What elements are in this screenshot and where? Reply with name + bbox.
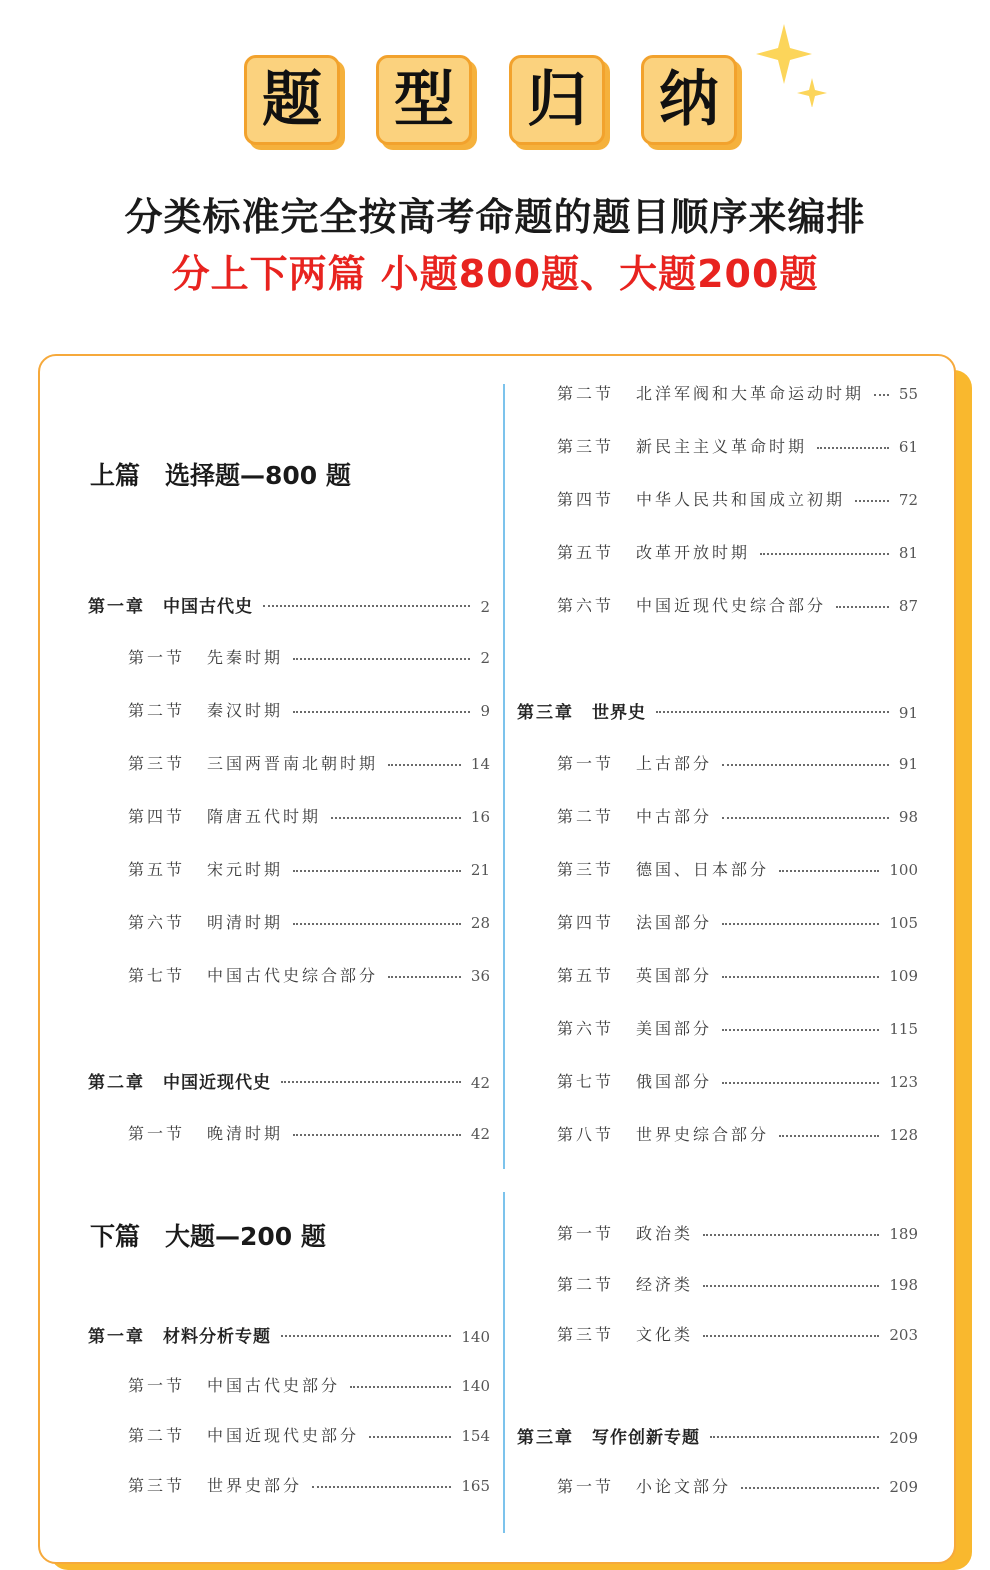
toc-entry-title: 三国两晋南北朝时期: [207, 754, 379, 773]
toc-entry-number: 第六节: [128, 913, 186, 932]
toc-leader-dots: [293, 711, 470, 713]
toc-entry-title: 中华人民共和国成立初期: [636, 490, 846, 509]
toc-leader-dots: [281, 1335, 451, 1337]
toc-entry-number: 第三节: [557, 860, 615, 879]
toc-leader-dots: [293, 1134, 461, 1136]
toc-section-row: [557, 751, 918, 775]
toc-entry-number: 第五节: [128, 860, 186, 879]
toc-entry-title: 秦汉时期: [207, 701, 284, 720]
toc-entry-page: 165: [461, 1477, 490, 1495]
toc-entry-page: 109: [889, 967, 918, 985]
title-tile-4: 纳: [641, 55, 737, 145]
toc-entry-title: 材料分析专题: [163, 1327, 271, 1347]
toc-section-row: [557, 487, 918, 511]
subtitle-ordering: 分类标准完全按高考命题的题目顺序来编排: [124, 195, 866, 239]
title-tile-2: 型: [376, 55, 472, 145]
toc-entry-title: 世界史: [592, 703, 646, 723]
toc-entry-title: 明清时期: [207, 913, 284, 932]
toc-entry-number: 第六节: [557, 596, 615, 615]
toc-entry-number: 第七节: [128, 966, 186, 985]
toc-leader-dots: [331, 817, 461, 819]
toc-entry-title: 英国部分: [636, 966, 713, 985]
sparkle-icon: [752, 22, 832, 107]
toc-leader-dots: [388, 764, 461, 766]
toc-entry-number: 第四节: [557, 913, 615, 932]
toc-entry-title: 中古部分: [636, 807, 713, 826]
toc-entry-number: 第八节: [557, 1125, 615, 1144]
toc-entry-number: 第六节: [557, 1019, 615, 1038]
toc-entry-number: 第一章: [88, 597, 145, 617]
toc-entry-title: 宋元时期: [207, 860, 284, 879]
toc-section-row: [557, 1122, 918, 1146]
toc-entry-number: 第二节: [557, 1275, 615, 1294]
toc-leader-dots: [741, 1487, 879, 1489]
toc-entry-number: 第一节: [557, 1224, 615, 1243]
toc-section-row: [557, 804, 918, 828]
toc-leader-dots: [874, 394, 889, 396]
toc-entry-page: 115: [889, 1020, 918, 1038]
toc-section-row: [557, 1016, 918, 1040]
toc-entry-number: 第三节: [128, 1476, 186, 1495]
toc-entry-title: 写作创新专题: [592, 1428, 700, 1448]
toc-chapter-row: [88, 592, 490, 616]
toc-section-row: [557, 1221, 918, 1245]
toc-section-row: [128, 1473, 490, 1497]
toc-section-row: [128, 1423, 490, 1447]
toc-entry-page: 189: [889, 1225, 918, 1243]
toc-leader-dots: [281, 1081, 461, 1083]
toc-entry-number: 第一节: [128, 1376, 186, 1395]
toc-section-row: [557, 381, 918, 405]
toc-section-row: [557, 593, 918, 617]
toc-entry-page: 140: [461, 1377, 490, 1395]
toc-leader-dots: [722, 1029, 879, 1031]
toc-entry-title: 世界史综合部分: [636, 1125, 770, 1144]
toc-entry-page: 2: [480, 649, 490, 667]
toc-leader-dots: [369, 1436, 451, 1438]
toc-entry-page: 209: [889, 1478, 918, 1496]
toc-leader-dots: [703, 1335, 879, 1337]
toc-entry-title: 晚清时期: [207, 1124, 284, 1143]
column-divider-top: [503, 384, 505, 1169]
toc-entry-title: 德国、日本部分: [636, 860, 770, 879]
title-tile-3: 归: [509, 55, 605, 145]
toc-entry-title: 中国近现代史: [163, 1073, 271, 1093]
toc-leader-dots: [293, 870, 461, 872]
part2-title: 下篇 大题—200 题: [90, 1222, 326, 1251]
toc-entry-number: 第一节: [128, 1124, 186, 1143]
title-tile-1: 题: [244, 55, 340, 145]
toc-entry-page: 42: [470, 1125, 490, 1143]
toc-entry-page: 2: [480, 598, 490, 616]
toc-leader-dots: [722, 923, 879, 925]
toc-section-row: [557, 1474, 918, 1498]
toc-entry-number: 第二节: [128, 701, 186, 720]
toc-section-row: [557, 540, 918, 564]
toc-section-row: [128, 1121, 490, 1145]
toc-entry-page: 72: [898, 491, 918, 509]
toc-entry-number: 第三章: [517, 703, 574, 723]
toc-entry-title: 中国古代史: [163, 597, 253, 617]
toc-leader-dots: [293, 923, 461, 925]
toc-entry-title: 俄国部分: [636, 1072, 713, 1091]
toc-entry-page: 91: [898, 755, 918, 773]
toc-leader-dots: [722, 817, 889, 819]
toc-leader-dots: [779, 870, 879, 872]
toc-entry-number: 第二章: [88, 1073, 145, 1093]
toc-entry-number: 第三章: [517, 1428, 574, 1448]
toc-entry-title: 中国近现代史综合部分: [636, 596, 827, 615]
toc-section-row: [128, 857, 490, 881]
toc-entry-title: 政治类: [636, 1224, 694, 1243]
toc-section-row: [557, 1069, 918, 1093]
toc-entry-page: 28: [470, 914, 490, 932]
toc-entry-page: 16: [470, 808, 490, 826]
toc-leader-dots: [855, 500, 889, 502]
toc-entry-page: 21: [470, 861, 490, 879]
toc-entry-page: 98: [898, 808, 918, 826]
toc-section-row: [128, 645, 490, 669]
toc-leader-dots: [703, 1234, 879, 1236]
toc-entry-number: 第五节: [557, 543, 615, 562]
toc-entry-title: 经济类: [636, 1275, 694, 1294]
toc-entry-title: 法国部分: [636, 913, 713, 932]
toc-leader-dots: [703, 1285, 879, 1287]
toc-entry-number: 第三节: [128, 754, 186, 773]
toc-section-row: [128, 963, 490, 987]
toc-entry-page: 14: [470, 755, 490, 773]
toc-entry-page: 9: [480, 702, 490, 720]
toc-entry-number: 第四节: [128, 807, 186, 826]
toc-entry-page: 198: [889, 1276, 918, 1294]
toc-entry-number: 第二节: [128, 1426, 186, 1445]
toc-section-row: [557, 963, 918, 987]
toc-leader-dots: [312, 1486, 451, 1488]
toc-entry-number: 第七节: [557, 1072, 615, 1091]
toc-section-row: [128, 910, 490, 934]
toc-chapter-row: [88, 1322, 490, 1346]
toc-leader-dots: [388, 976, 461, 978]
toc-leader-dots: [350, 1386, 451, 1388]
toc-entry-number: 第一章: [88, 1327, 145, 1347]
toc-entry-title: 新民主主义革命时期: [636, 437, 808, 456]
toc-section-row: [557, 910, 918, 934]
toc-entry-title: 中国古代史部分: [207, 1376, 341, 1395]
toc-chapter-row: [517, 1423, 918, 1447]
toc-entry-title: 先秦时期: [207, 648, 284, 667]
toc-leader-dots: [779, 1135, 879, 1137]
toc-leader-dots: [710, 1436, 879, 1438]
toc-leader-dots: [722, 764, 889, 766]
toc-entry-page: 61: [898, 438, 918, 456]
toc-entry-page: 36: [470, 967, 490, 985]
subtitle-counts: 分上下两篇 小题800题、大题200题: [171, 252, 819, 296]
toc-entry-number: 第一节: [557, 1477, 615, 1496]
toc-entry-page: 140: [461, 1328, 490, 1346]
part1-title: 上篇 选择题—800 题: [90, 461, 351, 490]
toc-section-row: [557, 1272, 918, 1296]
toc-chapter-row: [88, 1068, 490, 1092]
toc-leader-dots: [817, 447, 889, 449]
toc-entry-page: 81: [898, 544, 918, 562]
title-banner: [0, 50, 990, 155]
toc-entry-title: 文化类: [636, 1325, 694, 1344]
toc-entry-page: 105: [889, 914, 918, 932]
toc-section-row: [128, 804, 490, 828]
toc-entry-title: 上古部分: [636, 754, 713, 773]
toc-entry-title: 小论文部分: [636, 1477, 732, 1496]
toc-entry-title: 世界史部分: [207, 1476, 303, 1495]
toc-entry-page: 154: [461, 1427, 490, 1445]
toc-leader-dots: [263, 605, 470, 607]
toc-section-row: [557, 434, 918, 458]
toc-entry-title: 美国部分: [636, 1019, 713, 1038]
toc-entry-number: 第四节: [557, 490, 615, 509]
toc-chapter-row: [517, 698, 918, 722]
toc-entry-title: 中国古代史综合部分: [207, 966, 379, 985]
toc-entry-number: 第三节: [557, 1325, 615, 1344]
toc-leader-dots: [760, 553, 889, 555]
toc-leader-dots: [722, 1082, 879, 1084]
toc-entry-number: 第五节: [557, 966, 615, 985]
toc-entry-page: 87: [898, 597, 918, 615]
toc-entry-page: 128: [889, 1126, 918, 1144]
toc-leader-dots: [836, 606, 889, 608]
toc-section-row: [557, 857, 918, 881]
toc-leader-dots: [656, 711, 889, 713]
toc-entry-number: 第二节: [557, 384, 615, 403]
toc-leader-dots: [293, 658, 470, 660]
column-divider-bottom: [503, 1192, 505, 1533]
toc-entry-page: 42: [470, 1074, 490, 1092]
toc-entry-page: 91: [898, 704, 918, 722]
toc-entry-page: 123: [889, 1073, 918, 1091]
toc-entry-title: 中国近现代史部分: [207, 1426, 360, 1445]
toc-entry-page: 100: [889, 861, 918, 879]
toc-leader-dots: [722, 976, 879, 978]
toc-entry-title: 隋唐五代时期: [207, 807, 322, 826]
toc-section-row: [128, 751, 490, 775]
toc-entry-page: 55: [898, 385, 918, 403]
toc-entry-title: 改革开放时期: [636, 543, 751, 562]
toc-section-row: [557, 1322, 918, 1346]
toc-entry-number: 第三节: [557, 437, 615, 456]
toc-entry-number: 第一节: [128, 648, 186, 667]
toc-section-row: [128, 1373, 490, 1397]
toc-entry-page: 209: [889, 1429, 918, 1447]
toc-section-row: [128, 698, 490, 722]
toc-entry-page: 203: [889, 1326, 918, 1344]
toc-entry-title: 北洋军阀和大革命运动时期: [636, 384, 865, 403]
toc-entry-number: 第一节: [557, 754, 615, 773]
toc-entry-number: 第二节: [557, 807, 615, 826]
